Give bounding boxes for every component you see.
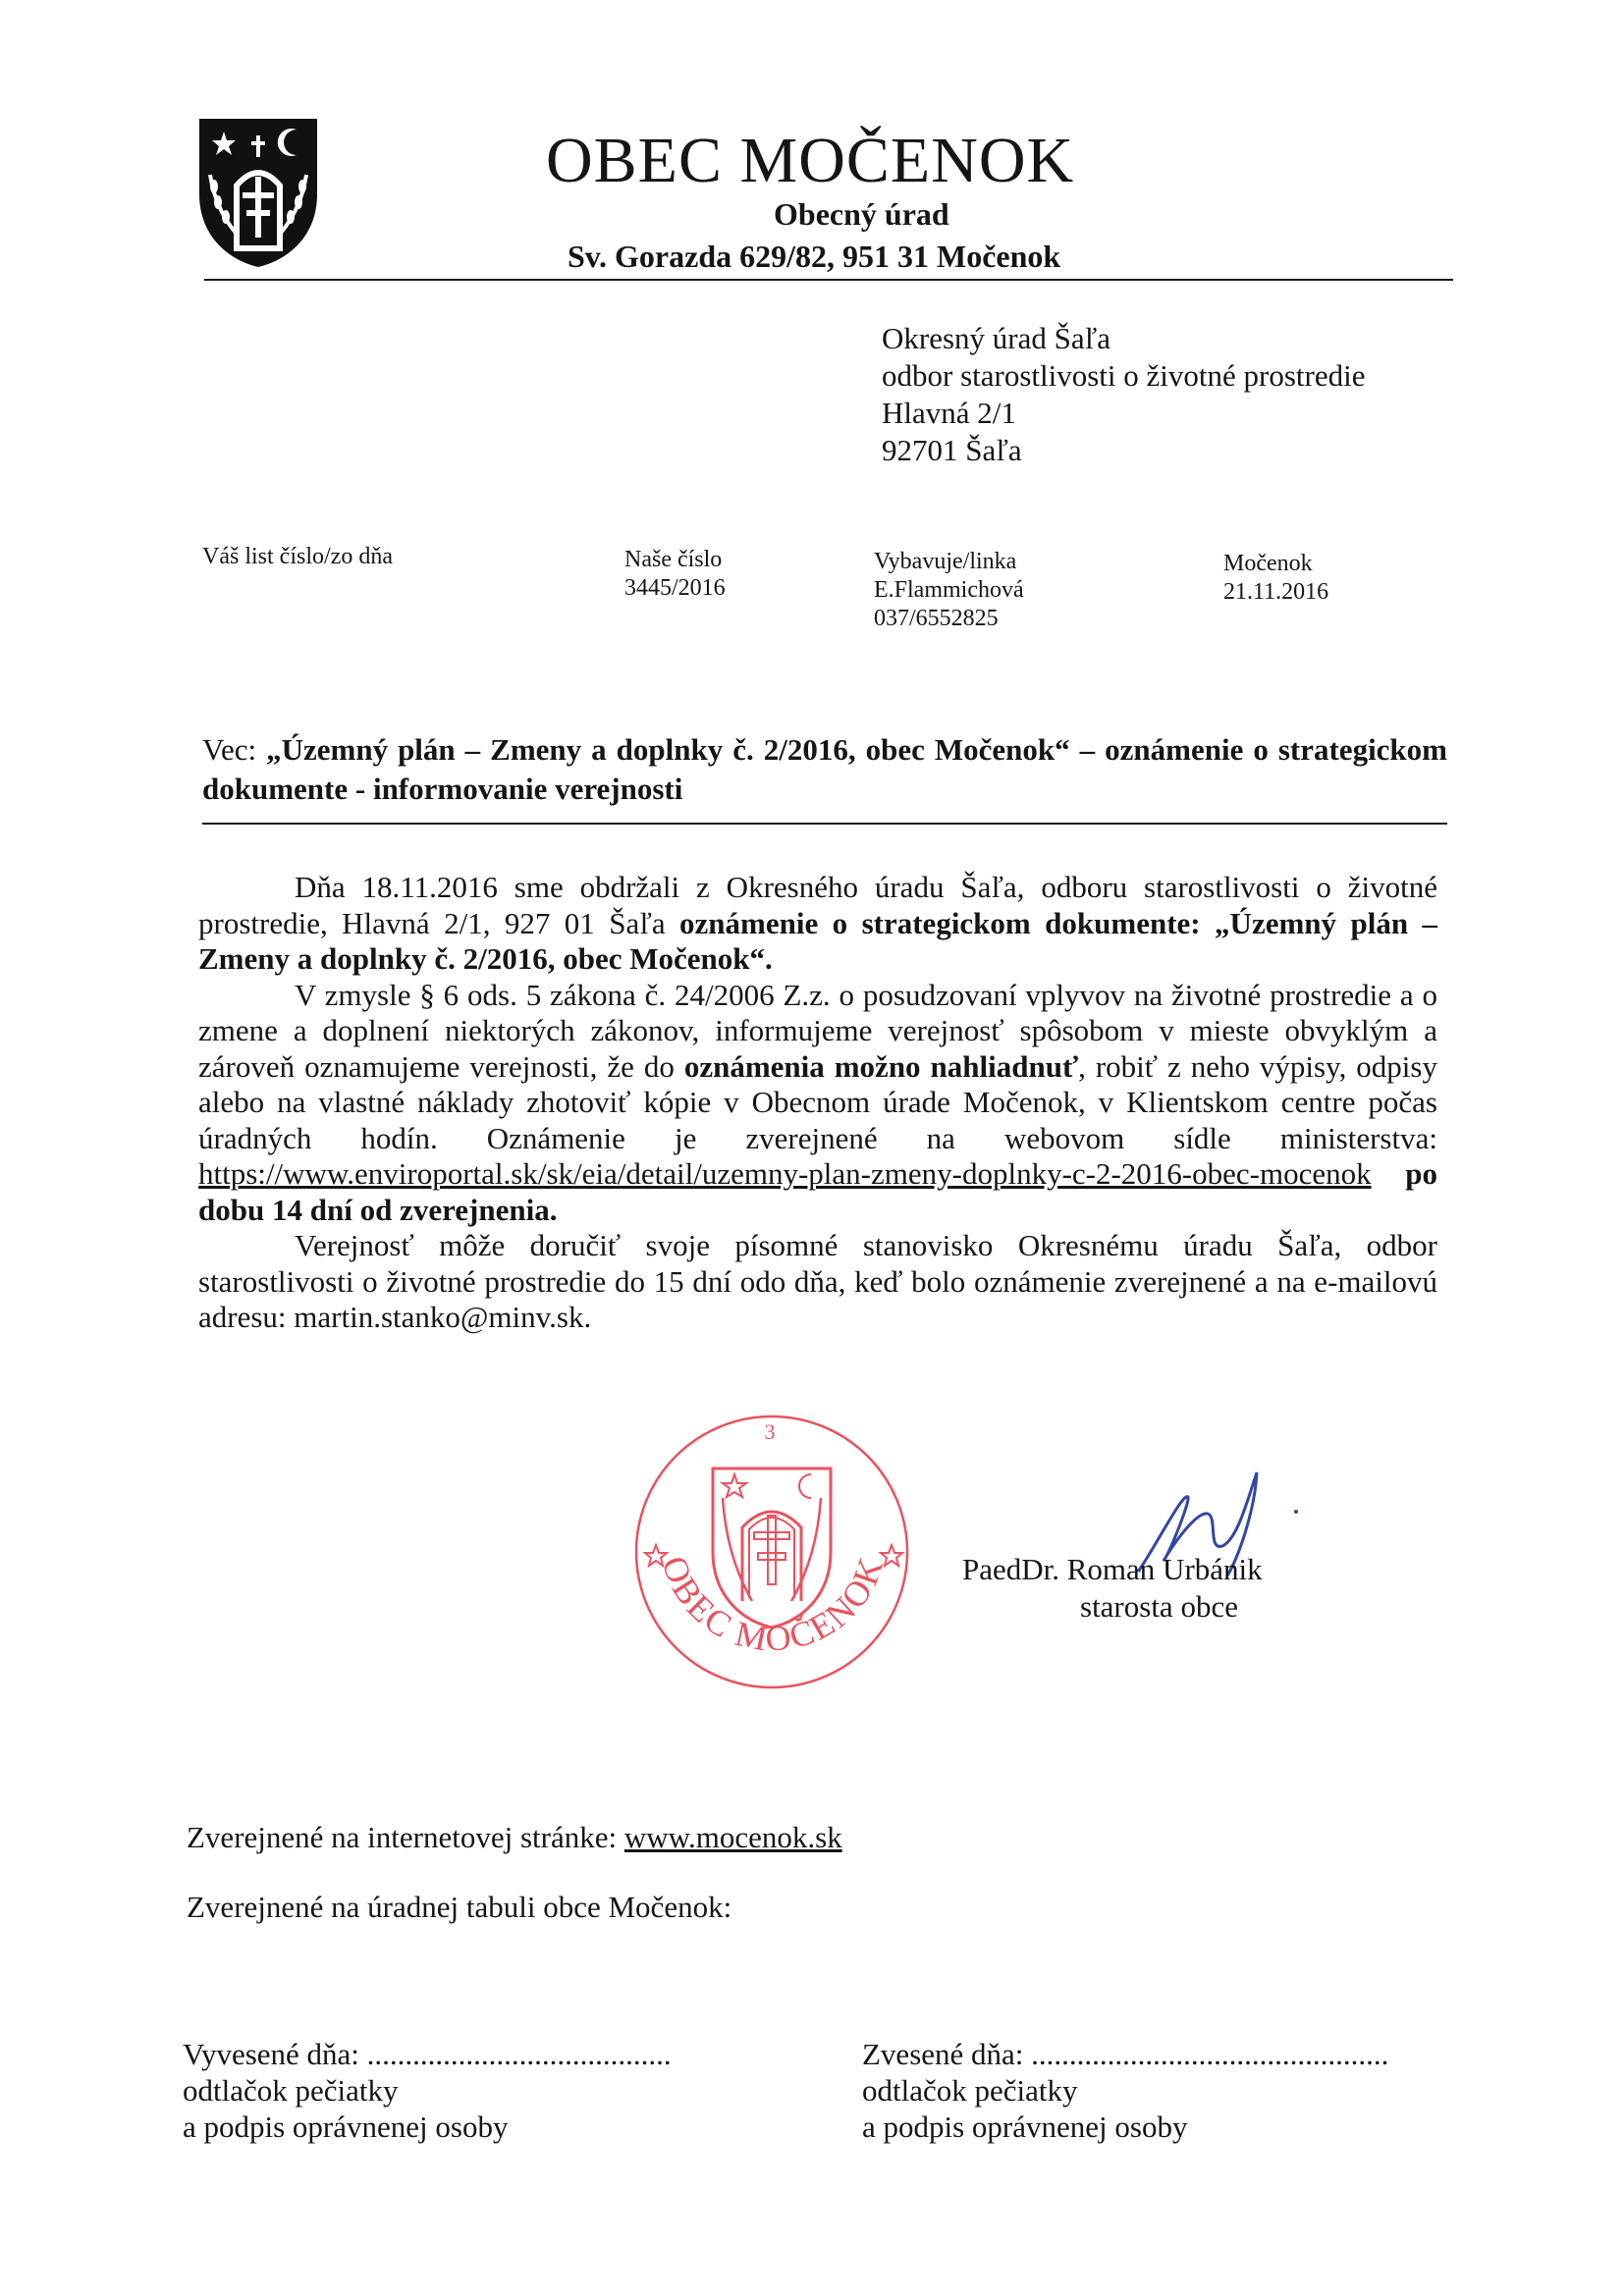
recipient-line: 92701 Šaľa [882, 433, 1022, 467]
place-date-ref [1223, 550, 1328, 607]
place: Močenok [1223, 551, 1313, 576]
subject-line [202, 730, 1447, 809]
date: 21.11.2016 [1223, 579, 1329, 605]
recipient-line: odbor starostlivosti o životné prostredie [882, 358, 1366, 393]
handled-by-phone: 037/6552825 [874, 606, 999, 631]
handled-by-ref [874, 548, 1024, 633]
board-publication-note: Zverejnené na úradnej tabuli obce Močenok: [187, 1890, 732, 1924]
stamp-line: odtlačok pečiatky [183, 2073, 399, 2108]
subject-prefix: Vec: [202, 732, 267, 767]
our-number-label: Naše číslo [624, 547, 723, 572]
municipality-website-link[interactable]: www.mocenok.sk [623, 1820, 842, 1854]
office-subtitle: Obecný úrad [774, 196, 949, 232]
recipient-line: Okresný úrad Šaľa [882, 321, 1110, 355]
signer-role: starosta obce [1080, 1589, 1238, 1624]
subject-divider [202, 823, 1447, 825]
signer-block [962, 1551, 1263, 1626]
body-text: V zmysle § 6 ods. 5 zákona č. 24/2006 Z.z. o posudzovaní vplyvov na životné prostredie a o zmene a doplnení niektorých zákonov, informujeme verejnosť spôsobom v mieste obvyklým a zároveň oznamujeme verejnosti, že do [198, 977, 1437, 1084]
municipality-title: OBEC MOČENOK [546, 125, 1075, 196]
posted-block [183, 2036, 672, 2145]
handled-by-label: Vybavuje/linka [874, 549, 1017, 574]
posted-date-field: Vyvesené dňa: ........................................ [183, 2037, 672, 2071]
signature-line: a podpis oprávnenej osoby [183, 2109, 509, 2144]
header-divider [204, 279, 1453, 281]
signature-line: a podpis oprávnenej osoby [862, 2109, 1188, 2144]
municipality-crest-logo [196, 116, 320, 269]
subject-text: „Územný plán – Zmeny a doplnky č. 2/2016, obec Močenok“ – oznámenie o strategickom dokumente - informovanie verejnosti [202, 732, 1447, 806]
our-number-value: 3445/2016 [624, 575, 726, 601]
office-address: Sv. Gorazda 629/82, 951 31 Močenok [568, 239, 1061, 274]
web-publication-note [187, 1820, 842, 1855]
stamp-line: odtlačok pečiatky [862, 2073, 1078, 2108]
removed-block [862, 2036, 1388, 2145]
your-letter-ref [202, 543, 393, 571]
handled-by-name: E.Flammichová [874, 577, 1024, 603]
body-text: Verejnosť môže doručiť svoje písomné stanovisko Okresnému úradu Šaľa, odbor starostlivosti o životné prostredie do 15 dní odo dňa, keď bolo oznámenie zverejnené a na e-mailovú adresu: martin.stanko@minv.sk. [198, 1228, 1437, 1334]
body-bold-text: po dobu 14 dní od zverejnenia. [198, 1156, 1437, 1227]
body-bold-text: oznámenie o strategickom dokumente: „Územný plán – Zmeny a doplnky č. 2/2016, obec Močenok“. [198, 905, 1437, 976]
your-letter-label: Váš list číslo/zo dňa [202, 544, 393, 569]
body-text: Dňa 18.11.2016 sme obdržali z Okresného úradu Šaľa, odboru starostlivosti o životné prostredie, Hlavná 2/1, 927 01 Šaľa [198, 870, 1437, 940]
letter-body [198, 870, 1437, 1336]
body-paragraph [198, 1228, 1437, 1336]
body-text: , robiť z neho výpisy, odpisy alebo na vlastné náklady zhotoviť kópie v Obecnom úrade Močenok, v Klientskom centre počas úradných hodín. Oznámenie je zverejnené na webovom sídle ministerstva: [198, 1048, 1437, 1155]
stamp-number: 3 [764, 1419, 776, 1444]
web-publication-label: Zverejnené na internetovej stránke: [187, 1820, 624, 1854]
our-number-ref [624, 546, 726, 603]
removed-date-field: Zvesené dňa: ............................................... [862, 2037, 1389, 2071]
body-bold-text: oznámenia možno nahliadnuť [683, 1048, 1079, 1084]
signer-name: PaedDr. Roman Urbánik [962, 1552, 1263, 1586]
official-stamp [624, 1390, 919, 1724]
recipient-address [882, 320, 1365, 469]
stamp-text: OBEC MOČENOK [654, 1551, 892, 1659]
svg-text:OBEC MOČENOK [654, 1551, 891, 1659]
enviroportal-link[interactable]: https://www.enviroportal.sk/sk/eia/detail/uzemny-plan-zmeny-doplnky-c-2-2016-obec-mocenok [198, 1156, 1372, 1191]
body-paragraph [198, 978, 1437, 1229]
body-paragraph [198, 870, 1437, 978]
recipient-line: Hlavná 2/1 [882, 396, 1016, 430]
